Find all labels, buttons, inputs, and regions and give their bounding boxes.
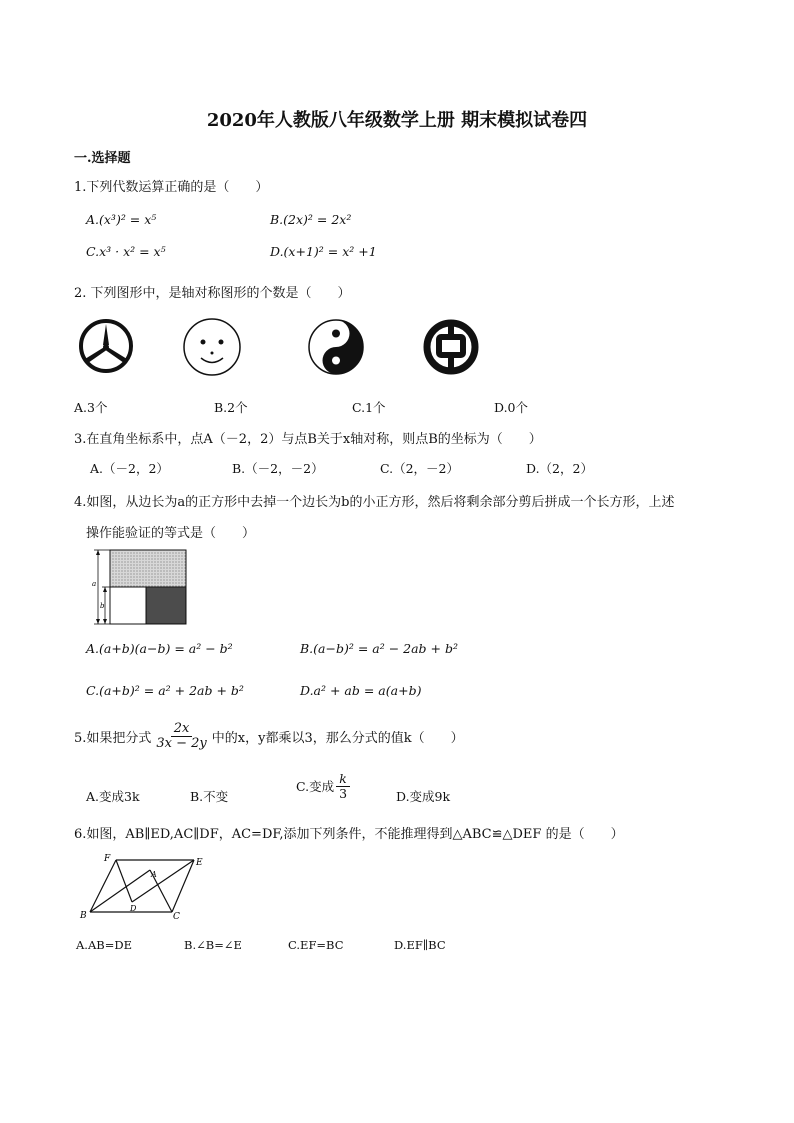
question-5-option-d: D.变成9k (396, 789, 451, 804)
question-5-stem-post: 中的x，y都乘以3，那么分式的值k（ ） (211, 731, 464, 747)
question-5-option-c-label: C.变成 (296, 779, 335, 795)
question-2-option-a: A.3个 (74, 400, 108, 415)
question-6-option-a: A.AB=DE (76, 938, 132, 952)
mercedes-logo-icon (76, 316, 136, 376)
label-B: B (80, 911, 87, 921)
triangle-diagram-figure (76, 850, 216, 924)
question-1-option-a: A.(x³)² = x⁵ (86, 212, 157, 227)
label-b: b (100, 602, 105, 610)
question-5-option-c-fraction (336, 772, 350, 801)
label-a: a (92, 580, 97, 588)
question-5-option-b: B.不变 (190, 789, 229, 804)
question-5-fraction (153, 722, 209, 752)
label-C: C (173, 912, 180, 922)
question-6-option-b: B.∠B=∠E (184, 938, 242, 952)
question-2-option-b: B.2个 (214, 400, 248, 415)
smiley-face-icon (181, 316, 243, 378)
question-4-option-d: D.a² + ab = a(a+b) (300, 683, 422, 698)
page-title: 2020年人教版八年级数学上册 期末模拟试卷四 (206, 110, 588, 131)
question-4-option-a: A.(a+b)(a−b) = a² − b² (86, 641, 233, 656)
question-5-option-c-denominator: 3 (339, 785, 348, 801)
label-E: E (196, 858, 203, 868)
question-1-option-d: D.(x+1)² = x² +1 (270, 244, 377, 259)
question-2-option-d: D.0个 (494, 400, 529, 415)
question-2-stem: 2. 下列图形中，是轴对称图形的个数是（ ） (74, 286, 351, 301)
section-heading: 一.选择题 (74, 151, 131, 166)
bank-logo-icon (420, 316, 482, 378)
label-A: A (151, 870, 157, 879)
question-5-option-c-numerator: k (336, 772, 350, 787)
question-3-stem: 3.在直角坐标系中，点A（－2，2）与点B关于x轴对称，则点B的坐标为（ ） (74, 432, 542, 447)
question-4-option-b: B.(a−b)² = a² − 2ab + b² (300, 641, 458, 656)
question-2-option-c: C.1个 (352, 400, 386, 415)
question-5-fraction-denominator: 3x − 2y (156, 736, 207, 752)
question-4-stem-line1: 4.如图，从边长为a的正方形中去掉一个边长为b的小正方形，然后将剩余部分剪后拼成一个长方形，上述 (74, 495, 675, 510)
question-5-stem-pre: 5.如果把分式 (74, 731, 152, 747)
question-5-fraction-numerator: 2x (171, 722, 193, 737)
question-1-option-c: C.x³ · x² = x⁵ (86, 244, 166, 259)
question-5-option-a: A.变成3k (86, 789, 140, 804)
question-5-stem (74, 722, 464, 752)
question-6-option-c: C.EF=BC (288, 938, 344, 952)
square-diagram-figure (88, 546, 192, 628)
question-6-option-d: D.EF∥BC (394, 938, 446, 952)
question-3-option-b: B.（－2，－2） (232, 461, 324, 476)
label-F: F (104, 854, 111, 864)
question-4-stem-line2: 操作能验证的等式是（ ） (86, 526, 256, 541)
question-3-option-c: C.（2，－2） (380, 461, 459, 476)
question-5-option-c (296, 772, 352, 801)
question-4-option-c: C.(a+b)² = a² + 2ab + b² (86, 683, 244, 698)
label-D: D (130, 904, 137, 913)
question-6-stem: 6.如图，AB∥ED,AC∥DF，AC=DF,添加下列条件，不能推理得到△ABC≌△DEF 的是（ ） (74, 827, 624, 842)
question-3-option-a: A.（－2，2） (90, 461, 169, 476)
yin-yang-icon (305, 316, 367, 378)
question-3-option-d: D.（2，2） (526, 461, 593, 476)
question-1-option-b: B.(2x)² = 2x² (270, 212, 352, 227)
question-1-stem: 1.下列代数运算正确的是（ ） (74, 180, 269, 195)
